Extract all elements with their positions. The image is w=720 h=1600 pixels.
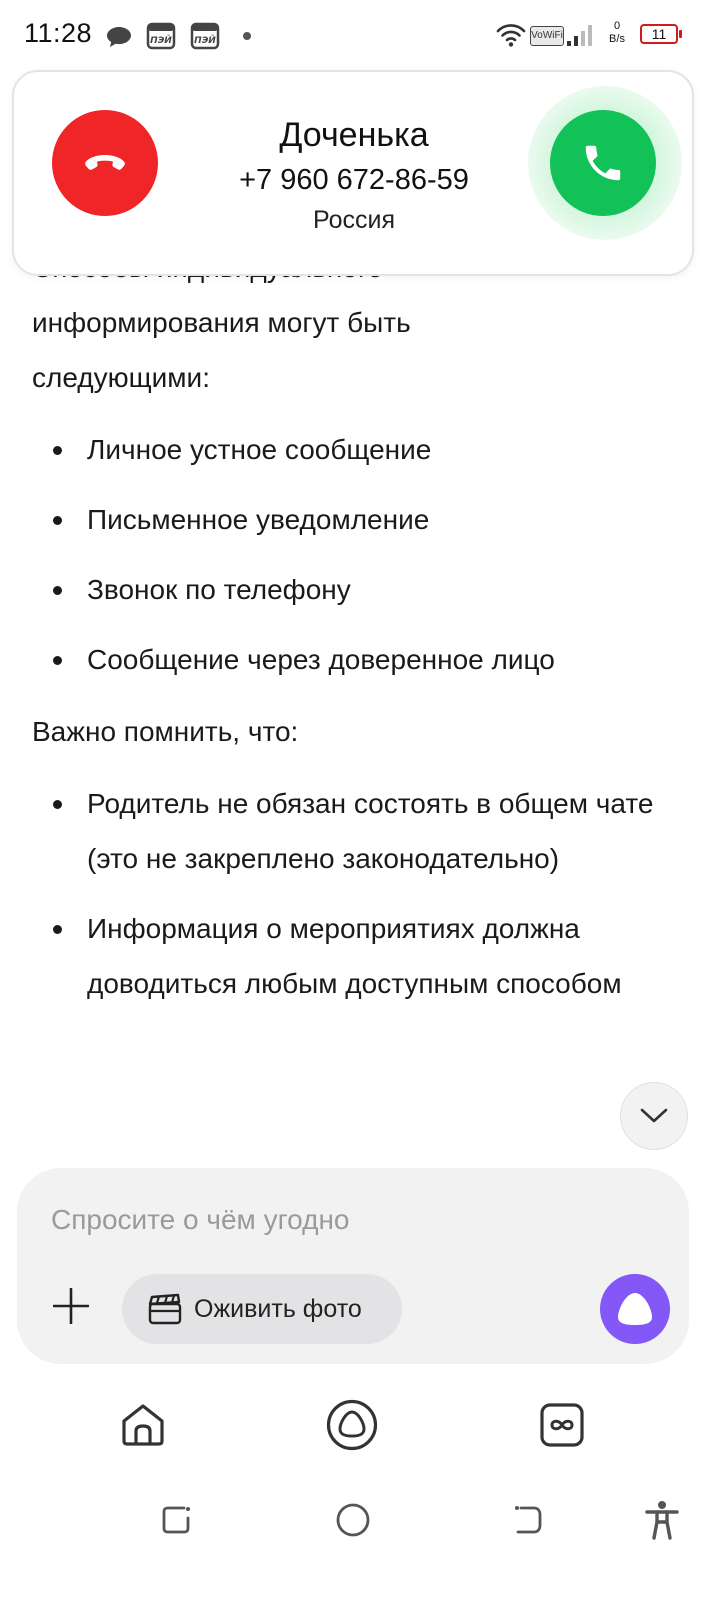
recent-apps-button[interactable]: [156, 1500, 196, 1540]
pey-app-icon: [146, 22, 176, 50]
status-bar: [0, 0, 720, 70]
caller-phone-number: +7 960 672-86-59: [239, 164, 469, 196]
chevron-down-icon: [639, 1107, 669, 1125]
nav-home-button[interactable]: [116, 1398, 170, 1452]
recents-icon: [159, 1503, 193, 1537]
assistant-message: [32, 248, 672, 1028]
svg-text:ПЭЙ: ПЭЙ: [150, 36, 172, 46]
accessibility-button[interactable]: [642, 1500, 682, 1540]
status-time: 11:28: [24, 18, 93, 48]
battery-indicator: 11: [640, 24, 678, 44]
alice-icon: [615, 1291, 655, 1327]
caller-country: Россия: [313, 206, 395, 234]
chat-bubble-icon: [106, 26, 132, 48]
list-item: Личное устное сообщение: [32, 422, 672, 477]
content-fade: [0, 1050, 720, 1160]
alice-outline-icon: [326, 1399, 378, 1451]
list-item: Родитель не обязан состоять в общем чате (это не закреплено законодательно): [32, 776, 672, 886]
accept-call-button[interactable]: [550, 110, 656, 216]
animate-photo-label: Оживить фото: [194, 1294, 362, 1323]
phone-icon: [580, 140, 626, 186]
svg-text:ПЭЙ: ПЭЙ: [194, 36, 216, 46]
wifi-icon: [496, 22, 526, 48]
message-composer: [17, 1168, 689, 1364]
accessibility-icon: [644, 1500, 680, 1540]
hang-up-icon: [83, 152, 127, 174]
animate-photo-button[interactable]: [122, 1274, 402, 1344]
ask-input[interactable]: [51, 1200, 611, 1240]
intro-line-2: следующими:: [32, 362, 210, 393]
scroll-down-button[interactable]: [620, 1082, 688, 1150]
note-heading: Важно помнить, что:: [32, 716, 299, 747]
back-icon: [511, 1503, 545, 1537]
methods-list: [32, 422, 672, 687]
list-item: Сообщение через доверенное лицо: [32, 632, 672, 687]
plus-icon: [53, 1288, 89, 1324]
pey-app-icon-2: [190, 22, 220, 50]
vowifi-badge: VoWiFi: [530, 26, 564, 46]
list-item: Информация о мероприятиях должна доводиться любым доступным способом: [32, 901, 672, 1011]
net-speed: [604, 20, 630, 46]
net-speed-unit: B/s: [609, 33, 625, 45]
alice-voice-button[interactable]: [600, 1274, 670, 1344]
net-speed-value: 0: [613, 20, 621, 32]
system-back-button[interactable]: [508, 1500, 548, 1540]
home-icon: [119, 1401, 167, 1449]
nav-services-button[interactable]: [535, 1398, 589, 1452]
infinity-icon: [538, 1401, 586, 1449]
decline-call-button[interactable]: [52, 110, 158, 216]
caller-name: Доченька: [279, 116, 429, 154]
incoming-call-notification[interactable]: [12, 70, 694, 276]
home-circle-icon: [335, 1502, 371, 1538]
list-item: Письменное уведомление: [32, 492, 672, 547]
notes-list: [32, 776, 672, 1011]
nav-alice-button[interactable]: [325, 1398, 379, 1452]
signal-strength-icon: [566, 22, 596, 48]
system-home-button[interactable]: [333, 1500, 373, 1540]
list-item: Звонок по телефону: [32, 562, 672, 617]
intro-line-1: информирования могут быть: [32, 307, 411, 338]
attach-button[interactable]: [53, 1288, 89, 1324]
clapperboard-icon: [148, 1293, 182, 1325]
more-notifications-dot-icon: [242, 31, 252, 41]
